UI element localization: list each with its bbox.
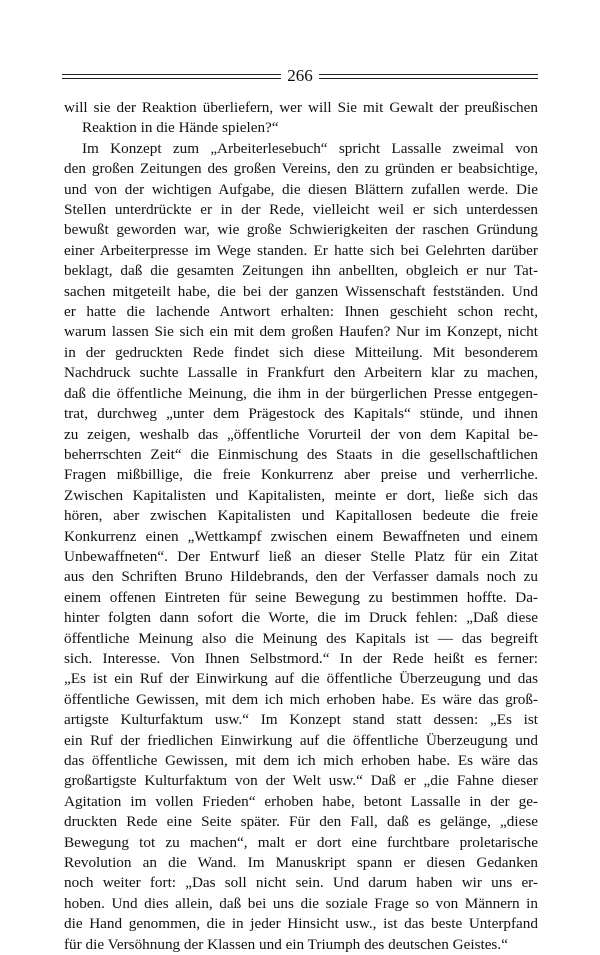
text-line: Nachdruck suchte Lassalle in Frankfurt den Arbeitern klar zu machen,	[64, 364, 538, 382]
text-line: in der gedruckten Rede findet sich diese Mitteilung. Mit besonderem	[64, 343, 538, 361]
page-number: 266	[287, 66, 313, 85]
header-rule-left	[62, 74, 281, 79]
text-line: Fragen mißbillige, die freie Konkurrenz aber preise und verherrliche.	[64, 466, 538, 484]
text-line: Revolution an die Wand. Im Manuskript spann er diesen Gedanken	[64, 854, 538, 872]
text-line: „Es ist ein Ruf der Einwirkung auf die öffentliche Überzeugung und das	[64, 670, 538, 688]
header-rule-right	[319, 74, 538, 79]
text-line: bewußt geworden war, wie große Schwierigkeiten der raschen Gründung	[64, 221, 538, 239]
text-line: artigste Kulturfaktum usw.“ Im Konzept stand statt dessen: „Es ist	[64, 711, 538, 729]
text-line: druckten Rede eine Seite später. Für den Fall, daß es gelänge, „diese	[64, 813, 538, 831]
text-line: Im Konzept zum „Arbeiterlesebuch“ spricht Lassalle zweimal von	[82, 139, 538, 157]
body-text	[64, 98, 538, 955]
text-line: einem offenen Eintreten für seine Bewegung zu bestimmen hoffte. Da-	[64, 588, 538, 606]
text-line: hören, aber zwischen Kapitalisten und Kapitallosen bedeute die freie	[64, 507, 538, 525]
text-line: warum lassen Sie sich ein mit dem großen Haufen? Nur im Konzept, nicht	[64, 323, 538, 341]
text-line: trat, durchweg „unter dem Prägestock des Kapitals“ stünde, und ihnen	[64, 405, 538, 423]
text-line: Agitation im vollen Frieden“ erhoben habe, betont Lassalle in der ge-	[64, 792, 538, 810]
text-line: großartigste Kulturfaktum von der Welt usw.“ Daß er „die Fahne dieser	[64, 772, 538, 790]
text-line: sich. Interesse. Von Ihnen Selbstmord.“ In der Rede heißt es ferner:	[64, 649, 538, 667]
text-line: zu zeigen, weshalb das „öffentliche Vorurteil der von dem Kapital be-	[64, 425, 538, 443]
text-line: daß die öffentliche Meinung, die ihm in der bürgerlichen Presse entgegen-	[64, 384, 538, 402]
page-header	[62, 66, 538, 86]
text-line: Stellen unterdrückte er in der Rede, vielleicht weil er sich unterdessen	[64, 201, 538, 219]
text-line: hinter folgten dann sofort die Worte, die im Druck fehlen: „Daß diese	[64, 609, 538, 627]
text-line: für die Versöhnung der Klassen und ein Triumph des deutschen Geistes.“	[64, 935, 508, 953]
text-line: öffentliche Gewissen, mit dem ich mich erhoben habe. Es wäre das groß-	[64, 690, 538, 708]
text-line: Zwischen Kapitalisten und Kapitalisten, meinte er dort, ließe sich das	[64, 486, 538, 504]
text-line: sachen mitgeteilt habe, die bei der ganzen Wissenschaft festständen. Und	[64, 282, 538, 300]
text-line: Reaktion in die Hände spielen?“	[82, 119, 279, 137]
text-line: Unbewaffneten“. Der Entwurf ließ an dieser Stelle Platz für ein Zitat	[64, 547, 538, 565]
text-line: Bewegung tot zu machen“, malt er dort eine furchtbare proletarische	[64, 833, 538, 851]
text-line: das öffentliche Gewissen, mit dem ich mich erhoben habe. Es wäre das	[64, 752, 538, 769]
text-line: die Hand genommen, die in jeder Hinsicht usw., ist das beste Unterpfand	[64, 915, 538, 933]
text-line: einer Arbeiterpresse im Wege standen. Er hatte sich bei Gelehrten darüber	[64, 241, 538, 259]
text-line: und von der wichtigen Aufgabe, die diesen Blättern zufallen werde. Die	[64, 180, 538, 198]
text-line: beherrschten Zeit“ die Einmischung des Staats in die gesellschaftlichen	[64, 445, 538, 463]
text-line: Konkurrenz einen „Wettkampf zwischen einem Bewaffneten und einem	[64, 527, 538, 545]
text-line: öffentliche Meinung also die Meinung des Kapitals ist — das begreift	[64, 629, 538, 647]
text-line: aus den Schriften Bruno Hildebrands, den der Verfasser damals noch zu	[64, 568, 538, 586]
text-line: will sie der Reaktion überliefern, wer will Sie mit Gewalt der preußischen	[64, 99, 538, 116]
text-line: hoben. Und dies allein, daß bei uns die soziale Frage so von Männern in	[64, 894, 538, 912]
text-line: er hatte die lachende Antwort erhalten: Ihnen geschieht schon recht,	[64, 303, 538, 321]
text-line: ein Ruf der friedlichen Einwirkung auf die öffentliche Überzeugung und	[64, 731, 538, 749]
text-line: den großen Zeitungen des großen Vereins, den zu gründen er beabsichtige,	[64, 160, 538, 178]
text-line: beklagt, daß die gesamten Zeitungen ihn anbellten, obgleich er nur Tat-	[64, 262, 538, 280]
text-line: noch weiter fort: „Das soll nicht sein. Und darum haben wir uns er-	[64, 874, 538, 892]
